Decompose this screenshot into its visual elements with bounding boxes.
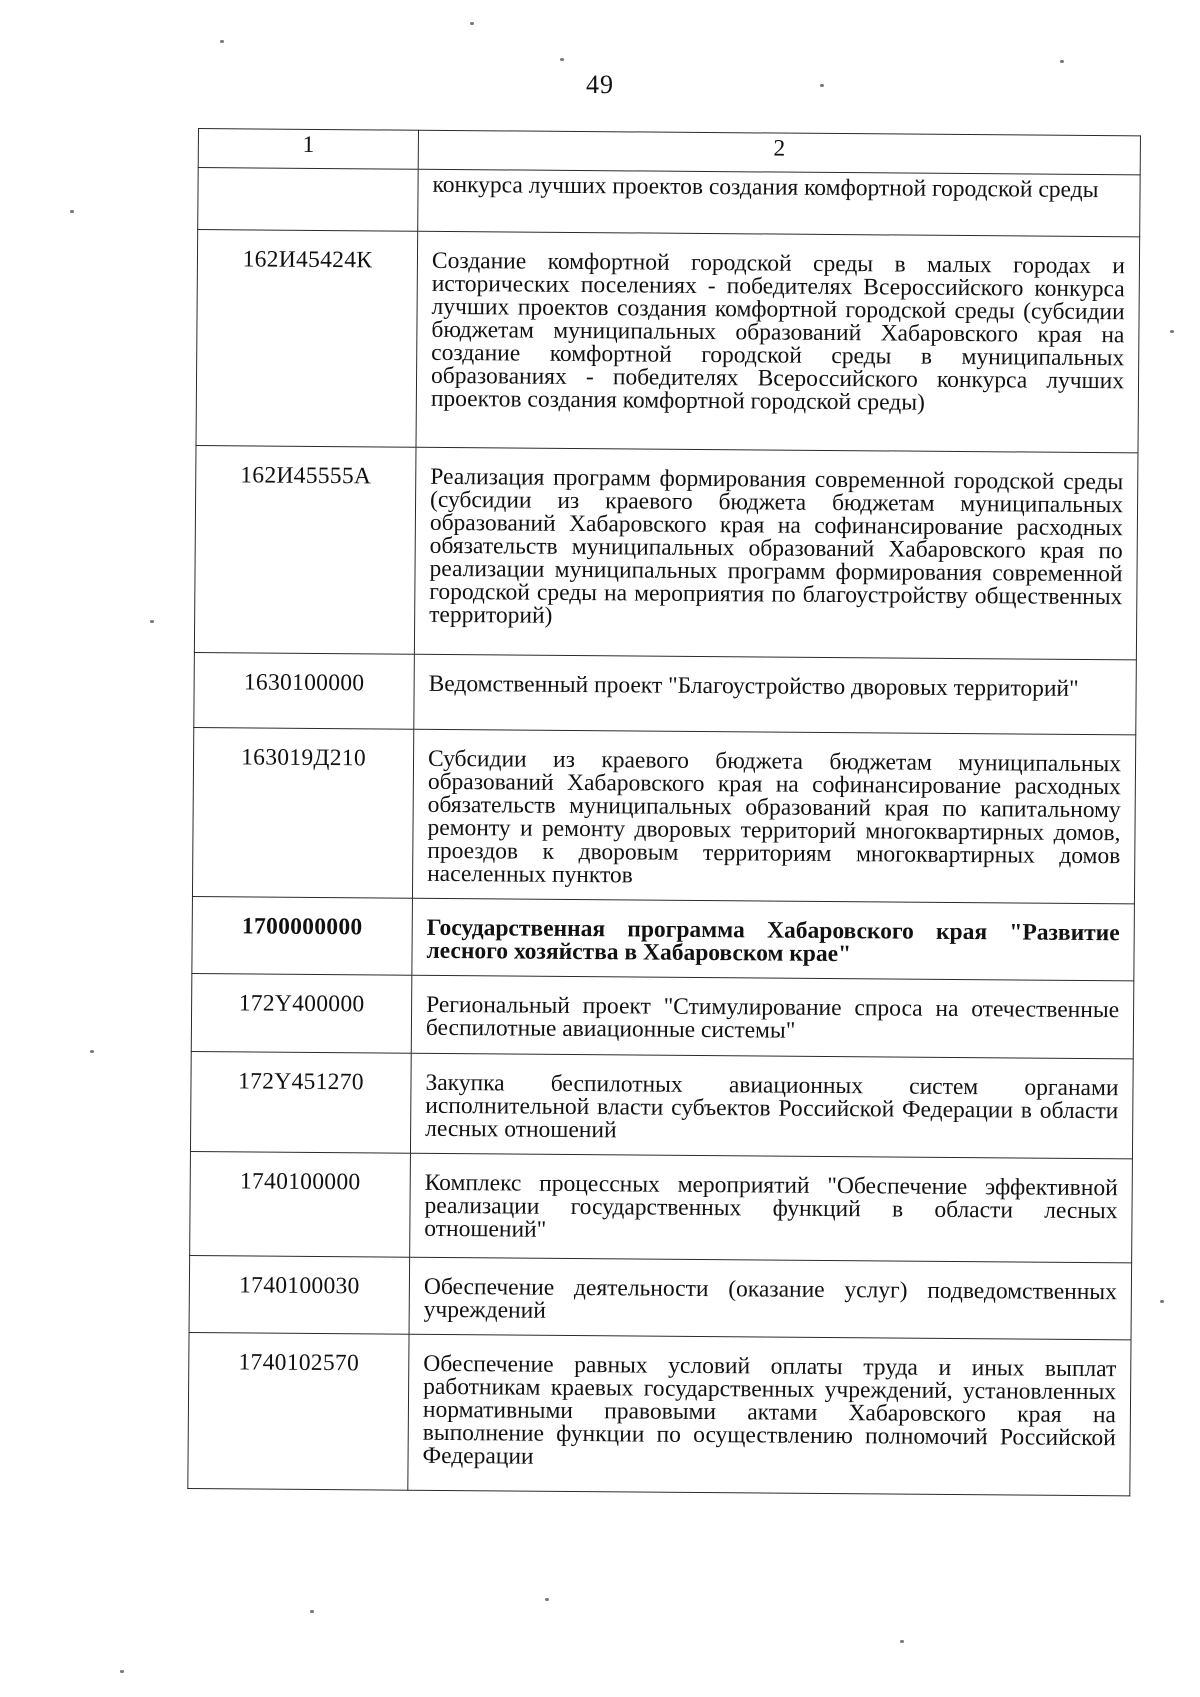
row-description: Обеспечение деятельности (оказание услуг) подведомственных учреждений (409, 1257, 1132, 1340)
scan-speck (545, 1598, 549, 1601)
table-row (190, 1151, 1133, 1262)
row-code: 1740102570 (188, 1332, 409, 1490)
row-code: 1740100030 (189, 1255, 410, 1334)
row-code: 162И45555А (194, 445, 416, 654)
row-code: 1700000000 (192, 896, 413, 975)
scan-speck (90, 1050, 94, 1053)
scan-speck (900, 1640, 904, 1643)
scan-speck (470, 22, 474, 25)
row-description: Комплекс процессных мероприятий "Обеспечение эффективной реализации государственных функций в области лесных отношений" (410, 1153, 1133, 1263)
row-description: Ведомственный проект "Благоустройство дворовых территорий" (414, 654, 1137, 735)
table-row (190, 1051, 1133, 1158)
scan-speck (1170, 330, 1174, 333)
row-description: Реализация программ формирования современной городской среды (субсидии из краевого бюджета бюджетам муниципальных образований Хабаровского края на софинансирование расходных обязательств муниципальных образований Хабаровского края по реализации муниципальных программ формирования современной городской среды на мероприятия по благоустройству общественных территорий) (414, 447, 1138, 660)
table-row (191, 973, 1134, 1058)
row-description: Региональный проект "Стимулирование спроса на отечественные беспилотные авиационные системы" (411, 975, 1134, 1059)
table-row (196, 230, 1140, 453)
column-header-2: 2 (418, 130, 1140, 175)
column-header-1: 1 (198, 129, 418, 170)
row-description: Государственная программа Хабаровского края "Развитие лесного хозяйства в Хабаровском крае" (412, 898, 1135, 981)
scan-speck (1060, 60, 1064, 63)
table-row (192, 896, 1135, 980)
row-code (198, 168, 418, 232)
table-row (189, 1255, 1132, 1339)
scan-speck (150, 620, 154, 623)
scan-speck (310, 1610, 314, 1613)
row-code: 1630100000 (194, 652, 415, 729)
scan-speck (560, 58, 564, 61)
table-row (192, 727, 1135, 903)
table-row (194, 445, 1138, 659)
row-code: 1740100000 (190, 1151, 411, 1257)
row-code: 162И45424К (196, 230, 418, 448)
row-code: 172Y451270 (190, 1051, 411, 1153)
row-code: 163019Д210 (192, 727, 413, 898)
scan-speck (70, 210, 74, 213)
budget-classification-table (187, 128, 1141, 1496)
scan-speck (1160, 1300, 1164, 1303)
page-number: 49 (586, 70, 614, 99)
row-description: Закупка беспилотных авиационных систем органами исполнительной власти субъектов Российской Федерации в области лесных отношений (410, 1053, 1133, 1159)
table-row (194, 652, 1137, 734)
table-row (188, 1332, 1131, 1495)
row-description: Создание комфортной городской среды в малых городах и исторических поселениях - победителях Всероссийского конкурса лучших проектов создания комфортной городской среды (субсидии бюджетам муниципальных образований Хабаровского края на создание комфортной городской среды в муниципальных образованиях - победителях Всероссийского конкурса лучших проектов создания комфортной городской среды) (416, 231, 1140, 453)
row-description: Обеспечение равных условий оплаты труда и иных выплат работникам краевых государственных учреждений, установленных нормативными правовыми актами Хабаровского края на выполнение функции по осуществлению полномочий Российской Федерации (408, 1334, 1131, 1496)
row-code: 172Y400000 (191, 973, 412, 1053)
row-description: Субсидии из краевого бюджета бюджетам муниципальных образований Хабаровского края на софинансирование расходных обязательств муниципальных образований края по капитальному ремонту и ремонту дворовых территорий многоквартирных домов, проездов к дворовым территориям многоквартирных домов населенных пунктов (412, 729, 1135, 904)
scan-speck (220, 40, 224, 43)
table-row (198, 168, 1140, 237)
scan-speck (820, 84, 824, 87)
row-description: конкурса лучших проектов создания комфортной городской среды (418, 169, 1140, 237)
scan-speck (120, 1670, 124, 1673)
